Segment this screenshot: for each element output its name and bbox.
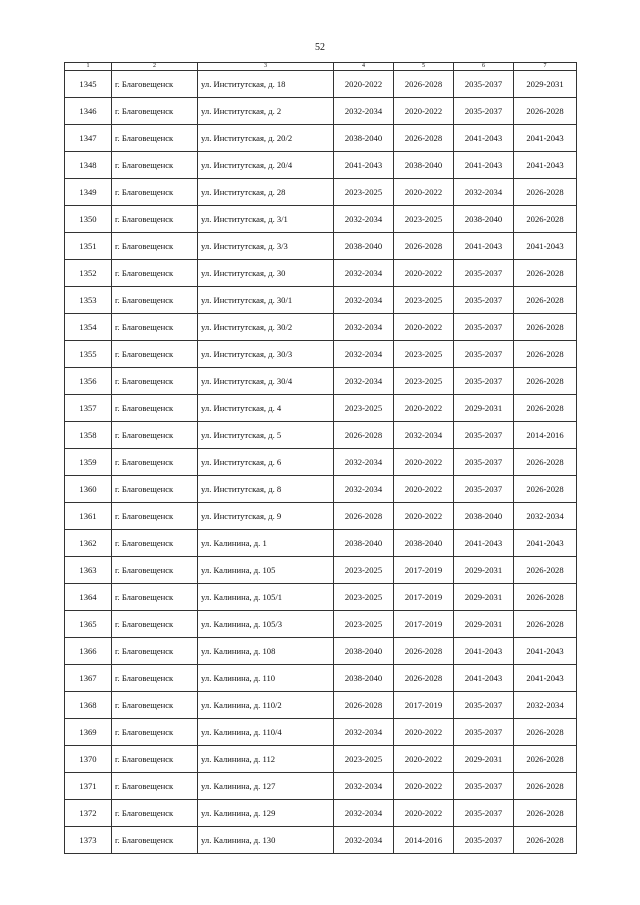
- table-row: [65, 503, 577, 530]
- period-cell: 2041-2043: [454, 638, 514, 665]
- city-cell: г. Благовещенск: [112, 503, 198, 530]
- period-cell: 2026-2028: [394, 638, 454, 665]
- row-number-cell: 1363: [65, 557, 112, 584]
- table-row: [65, 530, 577, 557]
- period-cell: 2035-2037: [454, 827, 514, 854]
- address-cell: ул. Институтская, д. 30/4: [198, 368, 334, 395]
- schedule-table: [64, 62, 577, 854]
- period-cell: 2035-2037: [454, 260, 514, 287]
- address-cell: ул. Институтская, д. 9: [198, 503, 334, 530]
- address-cell: ул. Калинина, д. 105/3: [198, 611, 334, 638]
- period-cell: 2026-2028: [514, 206, 577, 233]
- city-cell: г. Благовещенск: [112, 98, 198, 125]
- table-row: [65, 449, 577, 476]
- address-cell: ул. Институтская, д. 28: [198, 179, 334, 206]
- period-cell: 2038-2040: [334, 233, 394, 260]
- period-cell: 2026-2028: [514, 287, 577, 314]
- period-cell: 2026-2028: [514, 557, 577, 584]
- period-cell: 2026-2028: [394, 233, 454, 260]
- city-cell: г. Благовещенск: [112, 746, 198, 773]
- address-cell: ул. Институтская, д. 20/4: [198, 152, 334, 179]
- period-cell: 2026-2028: [514, 611, 577, 638]
- period-cell: 2023-2025: [394, 206, 454, 233]
- period-cell: 2029-2031: [454, 746, 514, 773]
- address-cell: ул. Институтская, д. 8: [198, 476, 334, 503]
- period-cell: 2017-2019: [394, 557, 454, 584]
- period-cell: 2023-2025: [334, 179, 394, 206]
- address-cell: ул. Институтская, д. 5: [198, 422, 334, 449]
- period-cell: 2020-2022: [394, 98, 454, 125]
- period-cell: 2026-2028: [394, 71, 454, 98]
- period-cell: 2020-2022: [394, 800, 454, 827]
- period-cell: 2041-2043: [514, 638, 577, 665]
- row-number-cell: 1361: [65, 503, 112, 530]
- period-cell: 2020-2022: [394, 314, 454, 341]
- period-cell: 2014-2016: [394, 827, 454, 854]
- period-cell: 2038-2040: [394, 152, 454, 179]
- period-cell: 2026-2028: [394, 125, 454, 152]
- row-number-cell: 1357: [65, 395, 112, 422]
- period-cell: 2020-2022: [394, 773, 454, 800]
- address-cell: ул. Калинина, д. 1: [198, 530, 334, 557]
- period-cell: 2041-2043: [514, 152, 577, 179]
- period-cell: 2020-2022: [394, 260, 454, 287]
- period-cell: 2026-2028: [514, 179, 577, 206]
- address-cell: ул. Институтская, д. 30/3: [198, 341, 334, 368]
- table-row: [65, 719, 577, 746]
- table-row: [65, 71, 577, 98]
- period-cell: 2026-2028: [514, 260, 577, 287]
- period-cell: 2023-2025: [334, 746, 394, 773]
- page-number: 52: [315, 42, 325, 53]
- period-cell: 2029-2031: [454, 584, 514, 611]
- column-header: 6: [454, 63, 514, 71]
- row-number-cell: 1350: [65, 206, 112, 233]
- period-cell: 2026-2028: [514, 395, 577, 422]
- period-cell: 2032-2034: [334, 98, 394, 125]
- table-row: [65, 341, 577, 368]
- period-cell: 2026-2028: [334, 503, 394, 530]
- column-header: 2: [112, 63, 198, 71]
- address-cell: ул. Институтская, д. 2: [198, 98, 334, 125]
- row-number-cell: 1358: [65, 422, 112, 449]
- period-cell: 2026-2028: [514, 368, 577, 395]
- address-cell: ул. Калинина, д. 129: [198, 800, 334, 827]
- city-cell: г. Благовещенск: [112, 584, 198, 611]
- city-cell: г. Благовещенск: [112, 476, 198, 503]
- period-cell: 2029-2031: [454, 395, 514, 422]
- period-cell: 2032-2034: [334, 206, 394, 233]
- row-number-cell: 1373: [65, 827, 112, 854]
- city-cell: г. Благовещенск: [112, 773, 198, 800]
- column-header: 3: [198, 63, 334, 71]
- city-cell: г. Благовещенск: [112, 125, 198, 152]
- row-number-cell: 1351: [65, 233, 112, 260]
- city-cell: г. Благовещенск: [112, 395, 198, 422]
- table-row: [65, 179, 577, 206]
- city-cell: г. Благовещенск: [112, 260, 198, 287]
- table-row: [65, 638, 577, 665]
- period-cell: 2017-2019: [394, 584, 454, 611]
- row-number-cell: 1372: [65, 800, 112, 827]
- period-cell: 2041-2043: [454, 530, 514, 557]
- period-cell: 2026-2028: [514, 800, 577, 827]
- city-cell: г. Благовещенск: [112, 638, 198, 665]
- period-cell: 2041-2043: [454, 125, 514, 152]
- row-number-cell: 1354: [65, 314, 112, 341]
- city-cell: г. Благовещенск: [112, 341, 198, 368]
- city-cell: г. Благовещенск: [112, 800, 198, 827]
- period-cell: 2026-2028: [514, 584, 577, 611]
- period-cell: 2035-2037: [454, 476, 514, 503]
- period-cell: 2026-2028: [394, 665, 454, 692]
- address-cell: ул. Институтская, д. 6: [198, 449, 334, 476]
- period-cell: 2035-2037: [454, 449, 514, 476]
- table-row: [65, 314, 577, 341]
- period-cell: 2032-2034: [334, 719, 394, 746]
- period-cell: 2041-2043: [454, 233, 514, 260]
- address-cell: ул. Калинина, д. 108: [198, 638, 334, 665]
- period-cell: 2032-2034: [514, 692, 577, 719]
- period-cell: 2020-2022: [394, 719, 454, 746]
- address-cell: ул. Калинина, д. 105: [198, 557, 334, 584]
- period-cell: 2038-2040: [334, 638, 394, 665]
- address-cell: ул. Институтская, д. 18: [198, 71, 334, 98]
- city-cell: г. Благовещенск: [112, 179, 198, 206]
- row-number-cell: 1371: [65, 773, 112, 800]
- row-number-cell: 1367: [65, 665, 112, 692]
- period-cell: 2026-2028: [514, 746, 577, 773]
- period-cell: 2026-2028: [334, 692, 394, 719]
- table-row: [65, 746, 577, 773]
- row-number-cell: 1355: [65, 341, 112, 368]
- row-number-cell: 1368: [65, 692, 112, 719]
- period-cell: 2032-2034: [334, 449, 394, 476]
- address-cell: ул. Институтская, д. 30: [198, 260, 334, 287]
- period-cell: 2035-2037: [454, 287, 514, 314]
- period-cell: 2032-2034: [334, 314, 394, 341]
- address-cell: ул. Калинина, д. 110: [198, 665, 334, 692]
- period-cell: 2029-2031: [514, 71, 577, 98]
- city-cell: г. Благовещенск: [112, 827, 198, 854]
- period-cell: 2035-2037: [454, 98, 514, 125]
- period-cell: 2041-2043: [334, 152, 394, 179]
- period-cell: 2032-2034: [334, 287, 394, 314]
- city-cell: г. Благовещенск: [112, 449, 198, 476]
- address-cell: ул. Институтская, д. 20/2: [198, 125, 334, 152]
- table-row: [65, 827, 577, 854]
- city-cell: г. Благовещенск: [112, 692, 198, 719]
- table-row: [65, 125, 577, 152]
- row-number-cell: 1369: [65, 719, 112, 746]
- period-cell: 2035-2037: [454, 719, 514, 746]
- period-cell: 2026-2028: [334, 422, 394, 449]
- table-row: [65, 368, 577, 395]
- period-cell: 2020-2022: [394, 395, 454, 422]
- city-cell: г. Благовещенск: [112, 287, 198, 314]
- period-cell: 2041-2043: [514, 233, 577, 260]
- address-cell: ул. Калинина, д. 105/1: [198, 584, 334, 611]
- city-cell: г. Благовещенск: [112, 611, 198, 638]
- city-cell: г. Благовещенск: [112, 719, 198, 746]
- period-cell: 2023-2025: [334, 557, 394, 584]
- table-row: [65, 557, 577, 584]
- city-cell: г. Благовещенск: [112, 233, 198, 260]
- row-number-cell: 1370: [65, 746, 112, 773]
- column-header: 7: [514, 63, 577, 71]
- period-cell: 2026-2028: [514, 341, 577, 368]
- period-cell: 2020-2022: [394, 503, 454, 530]
- address-cell: ул. Калинина, д. 110/4: [198, 719, 334, 746]
- row-number-cell: 1349: [65, 179, 112, 206]
- row-number-cell: 1360: [65, 476, 112, 503]
- row-number-cell: 1356: [65, 368, 112, 395]
- table-row: [65, 422, 577, 449]
- period-cell: 2038-2040: [454, 206, 514, 233]
- city-cell: г. Благовещенск: [112, 665, 198, 692]
- row-number-cell: 1346: [65, 98, 112, 125]
- table-row: [65, 611, 577, 638]
- table-row: [65, 395, 577, 422]
- period-cell: 2020-2022: [394, 179, 454, 206]
- table-row: [65, 233, 577, 260]
- period-cell: 2026-2028: [514, 314, 577, 341]
- period-cell: 2020-2022: [394, 746, 454, 773]
- city-cell: г. Благовещенск: [112, 314, 198, 341]
- period-cell: 2032-2034: [394, 422, 454, 449]
- table-row: [65, 773, 577, 800]
- address-cell: ул. Институтская, д. 4: [198, 395, 334, 422]
- row-number-cell: 1362: [65, 530, 112, 557]
- table-row: [65, 260, 577, 287]
- table-row: [65, 476, 577, 503]
- column-header: 4: [334, 63, 394, 71]
- city-cell: г. Благовещенск: [112, 71, 198, 98]
- period-cell: 2035-2037: [454, 71, 514, 98]
- row-number-cell: 1359: [65, 449, 112, 476]
- row-number-cell: 1348: [65, 152, 112, 179]
- period-cell: 2023-2025: [394, 368, 454, 395]
- table-row: [65, 152, 577, 179]
- address-cell: ул. Институтская, д. 30/1: [198, 287, 334, 314]
- period-cell: 2041-2043: [454, 665, 514, 692]
- city-cell: г. Благовещенск: [112, 557, 198, 584]
- period-cell: 2035-2037: [454, 692, 514, 719]
- row-number-cell: 1366: [65, 638, 112, 665]
- period-cell: 2023-2025: [334, 395, 394, 422]
- period-cell: 2023-2025: [394, 341, 454, 368]
- period-cell: 2032-2034: [334, 827, 394, 854]
- table-row: [65, 584, 577, 611]
- address-cell: ул. Институтская, д. 30/2: [198, 314, 334, 341]
- table-row: [65, 287, 577, 314]
- period-cell: 2026-2028: [514, 98, 577, 125]
- table-row: [65, 98, 577, 125]
- period-cell: 2026-2028: [514, 449, 577, 476]
- period-cell: 2020-2022: [394, 476, 454, 503]
- column-header: 1: [65, 63, 112, 71]
- city-cell: г. Благовещенск: [112, 206, 198, 233]
- table-row: [65, 665, 577, 692]
- period-cell: 2017-2019: [394, 611, 454, 638]
- period-cell: 2026-2028: [514, 476, 577, 503]
- city-cell: г. Благовещенск: [112, 530, 198, 557]
- period-cell: 2014-2016: [514, 422, 577, 449]
- row-number-cell: 1353: [65, 287, 112, 314]
- row-number-cell: 1347: [65, 125, 112, 152]
- period-cell: 2026-2028: [514, 827, 577, 854]
- period-cell: 2026-2028: [514, 773, 577, 800]
- address-cell: ул. Институтская, д. 3/3: [198, 233, 334, 260]
- period-cell: 2038-2040: [394, 530, 454, 557]
- period-cell: 2023-2025: [334, 584, 394, 611]
- period-cell: 2032-2034: [334, 341, 394, 368]
- address-cell: ул. Институтская, д. 3/1: [198, 206, 334, 233]
- period-cell: 2032-2034: [334, 800, 394, 827]
- city-cell: г. Благовещенск: [112, 152, 198, 179]
- period-cell: 2038-2040: [334, 665, 394, 692]
- period-cell: 2038-2040: [334, 530, 394, 557]
- period-cell: 2032-2034: [334, 773, 394, 800]
- address-cell: ул. Калинина, д. 112: [198, 746, 334, 773]
- period-cell: 2032-2034: [514, 503, 577, 530]
- period-cell: 2032-2034: [334, 476, 394, 503]
- period-cell: 2038-2040: [334, 125, 394, 152]
- period-cell: 2041-2043: [454, 152, 514, 179]
- period-cell: 2020-2022: [394, 449, 454, 476]
- period-cell: 2023-2025: [394, 287, 454, 314]
- period-cell: 2035-2037: [454, 422, 514, 449]
- period-cell: 2026-2028: [514, 719, 577, 746]
- row-number-cell: 1352: [65, 260, 112, 287]
- address-cell: ул. Калинина, д. 127: [198, 773, 334, 800]
- period-cell: 2035-2037: [454, 800, 514, 827]
- city-cell: г. Благовещенск: [112, 368, 198, 395]
- period-cell: 2023-2025: [334, 611, 394, 638]
- period-cell: 2041-2043: [514, 125, 577, 152]
- row-number-cell: 1365: [65, 611, 112, 638]
- table-row: [65, 206, 577, 233]
- period-cell: 2029-2031: [454, 557, 514, 584]
- column-header: 5: [394, 63, 454, 71]
- row-number-cell: 1345: [65, 71, 112, 98]
- table-row: [65, 800, 577, 827]
- period-cell: 2038-2040: [454, 503, 514, 530]
- period-cell: 2020-2022: [334, 71, 394, 98]
- period-cell: 2041-2043: [514, 665, 577, 692]
- period-cell: 2035-2037: [454, 314, 514, 341]
- period-cell: 2032-2034: [334, 368, 394, 395]
- row-number-cell: 1364: [65, 584, 112, 611]
- period-cell: 2032-2034: [334, 260, 394, 287]
- table-header-row: [65, 63, 577, 71]
- period-cell: 2041-2043: [514, 530, 577, 557]
- period-cell: 2032-2034: [454, 179, 514, 206]
- period-cell: 2035-2037: [454, 341, 514, 368]
- city-cell: г. Благовещенск: [112, 422, 198, 449]
- table-row: [65, 692, 577, 719]
- period-cell: 2029-2031: [454, 611, 514, 638]
- period-cell: 2035-2037: [454, 368, 514, 395]
- address-cell: ул. Калинина, д. 130: [198, 827, 334, 854]
- address-cell: ул. Калинина, д. 110/2: [198, 692, 334, 719]
- period-cell: 2035-2037: [454, 773, 514, 800]
- period-cell: 2017-2019: [394, 692, 454, 719]
